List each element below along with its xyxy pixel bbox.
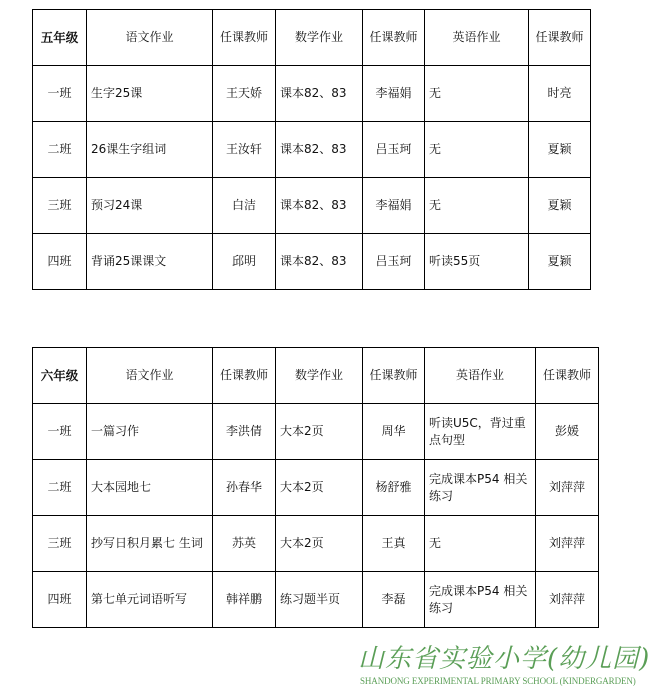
english-teacher: 夏颖 xyxy=(529,178,591,234)
table-row xyxy=(33,572,599,628)
grade-label: 六年级 xyxy=(33,348,87,404)
math-teacher: 王真 xyxy=(363,516,425,572)
header-chinese-teacher: 任课教师 xyxy=(213,348,276,404)
chinese-teacher: 王天娇 xyxy=(213,66,276,122)
chinese-homework: 大本园地七 xyxy=(87,460,213,516)
class-name: 三班 xyxy=(33,178,87,234)
english-teacher: 刘萍萍 xyxy=(536,516,599,572)
class-name: 一班 xyxy=(33,66,87,122)
class-name: 四班 xyxy=(33,572,87,628)
math-homework: 课本82、83 xyxy=(276,122,363,178)
math-homework: 课本82、83 xyxy=(276,234,363,290)
class-name: 一班 xyxy=(33,404,87,460)
header-english-homework: 英语作业 xyxy=(425,348,536,404)
english-teacher: 夏颖 xyxy=(529,234,591,290)
header-english-teacher: 任课教师 xyxy=(529,10,591,66)
header-chinese-teacher: 任课教师 xyxy=(213,10,276,66)
chinese-teacher: 韩祥鹏 xyxy=(213,572,276,628)
english-teacher: 夏颖 xyxy=(529,122,591,178)
math-homework: 课本82、83 xyxy=(276,66,363,122)
table-header-row xyxy=(33,10,591,66)
class-name: 三班 xyxy=(33,516,87,572)
school-name-chinese: 山东省实验小学(幼儿园) xyxy=(358,644,651,674)
class-name: 四班 xyxy=(33,234,87,290)
math-teacher: 李磊 xyxy=(363,572,425,628)
math-homework: 课本82、83 xyxy=(276,178,363,234)
math-homework: 大本2页 xyxy=(276,404,363,460)
math-homework: 大本2页 xyxy=(276,516,363,572)
chinese-teacher: 孙春华 xyxy=(213,460,276,516)
class-name: 二班 xyxy=(33,460,87,516)
header-math-teacher: 任课教师 xyxy=(363,10,425,66)
table-row xyxy=(33,404,599,460)
header-english-homework: 英语作业 xyxy=(425,10,529,66)
grade5-homework-table xyxy=(32,9,591,290)
table-row xyxy=(33,516,599,572)
header-english-teacher: 任课教师 xyxy=(536,348,599,404)
english-teacher: 刘萍萍 xyxy=(536,572,599,628)
english-homework: 听读55页 xyxy=(425,234,529,290)
math-homework: 练习题半页 xyxy=(276,572,363,628)
chinese-homework: 生字25课 xyxy=(87,66,213,122)
english-homework: 无 xyxy=(425,178,529,234)
table-row xyxy=(33,178,591,234)
english-teacher: 刘萍萍 xyxy=(536,460,599,516)
table-header-row xyxy=(33,348,599,404)
english-teacher: 彭媛 xyxy=(536,404,599,460)
chinese-homework: 一篇习作 xyxy=(87,404,213,460)
chinese-teacher: 苏英 xyxy=(213,516,276,572)
school-name-english: SHANDONG EXPERIMENTAL PRIMARY SCHOOL (KINDERGARDEN) xyxy=(360,676,636,686)
grade6-homework-table xyxy=(32,347,599,628)
header-math-homework: 数学作业 xyxy=(276,348,363,404)
chinese-homework: 预习24课 xyxy=(87,178,213,234)
table-row xyxy=(33,66,591,122)
chinese-homework: 26课生字组词 xyxy=(87,122,213,178)
header-chinese-homework: 语文作业 xyxy=(87,348,213,404)
header-math-teacher: 任课教师 xyxy=(363,348,425,404)
english-homework: 无 xyxy=(425,516,536,572)
math-homework: 大本2页 xyxy=(276,460,363,516)
math-teacher: 吕玉珂 xyxy=(363,122,425,178)
english-homework: 无 xyxy=(425,122,529,178)
math-teacher: 李福娟 xyxy=(363,178,425,234)
header-chinese-homework: 语文作业 xyxy=(87,10,213,66)
english-homework: 完成课本P54 相关练习 xyxy=(425,460,536,516)
chinese-homework: 第七单元词语听写 xyxy=(87,572,213,628)
chinese-homework: 抄写日积月累七 生词 xyxy=(87,516,213,572)
header-math-homework: 数学作业 xyxy=(276,10,363,66)
english-homework: 完成课本P54 相关练习 xyxy=(425,572,536,628)
math-teacher: 李福娟 xyxy=(363,66,425,122)
chinese-teacher: 邱明 xyxy=(213,234,276,290)
grade-label: 五年级 xyxy=(33,10,87,66)
table-row xyxy=(33,234,591,290)
english-homework: 无 xyxy=(425,66,529,122)
class-name: 二班 xyxy=(33,122,87,178)
school-logo xyxy=(358,643,652,691)
chinese-teacher: 李洪倩 xyxy=(213,404,276,460)
math-teacher: 吕玉珂 xyxy=(363,234,425,290)
chinese-homework: 背诵25课课文 xyxy=(87,234,213,290)
english-homework: 听读U5C，背过重点句型 xyxy=(425,404,536,460)
math-teacher: 周华 xyxy=(363,404,425,460)
chinese-teacher: 白洁 xyxy=(213,178,276,234)
english-teacher: 时亮 xyxy=(529,66,591,122)
chinese-teacher: 王汝轩 xyxy=(213,122,276,178)
math-teacher: 杨舒雅 xyxy=(363,460,425,516)
table-row xyxy=(33,460,599,516)
table-row xyxy=(33,122,591,178)
